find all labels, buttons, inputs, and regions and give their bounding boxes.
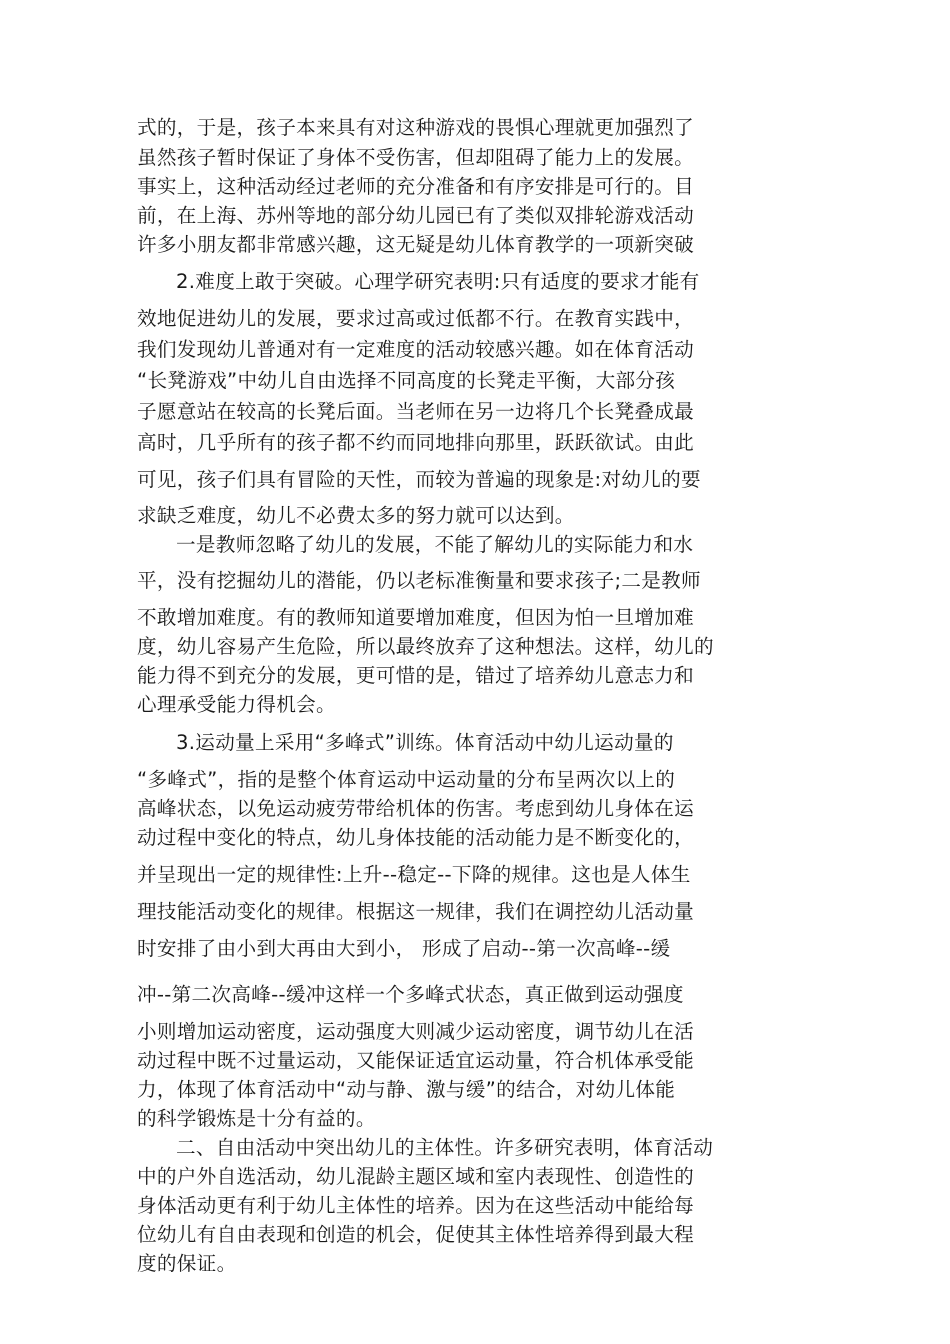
text-line: 效地促进幼儿的发展，要求过高或过低都不行。在教育实践中， <box>137 307 695 330</box>
text-line: 虽然孩子暂时保证了身体不受伤害，但却阻碍了能力上的发展。 <box>137 146 695 169</box>
text-line: 动过程中变化的特点，幼儿身体技能的活动能力是不断变化的， <box>137 826 695 849</box>
text-line: 动过程中既不过量运动，又能保证适宜运动量，符合机体承受能 <box>137 1049 695 1072</box>
text-line: 度，幼儿容易产生危险，所以最终放弃了这种想法。这样，幼儿的 <box>137 635 714 658</box>
text-line: 子愿意站在较高的长凳后面。当老师在另一边将几个长凳叠成最 <box>137 400 695 423</box>
text-line: 身体活动更有利于幼儿主体性的培养。因为在这些活动中能给每 <box>137 1194 695 1217</box>
paragraph-heading: 2.难度上敢于突破。心理学研究表明:只有适度的要求才能有 <box>176 270 700 293</box>
text-line: 并呈现出一定的规律性:上升--稳定--下降的规律。这也是人体生 <box>137 863 691 886</box>
text-line: 度的保证。 <box>137 1252 237 1275</box>
text-line: 位幼儿有自由表现和创造的机会，促使其主体性培养得到最大程 <box>137 1223 695 1246</box>
text-line: “多峰式”，指的是整个体育运动中运动量的分布呈两次以上的 <box>137 768 676 791</box>
text-line: 冲--第二次高峰--缓冲这样一个多峰式状态，真正做到运动强度 <box>137 983 684 1006</box>
text-line: “长凳游戏”中幼儿自由选择不同高度的长凳走平衡，大部分孩 <box>137 369 676 392</box>
text-line: 许多小朋友都非常感兴趣，这无疑是幼儿体育教学的一项新突破 <box>137 233 695 256</box>
paragraph-heading: 3.运动量上采用“多峰式”训练。体育活动中幼儿运动量的 <box>176 731 674 754</box>
text-line: 我们发现幼儿普通对有一定难度的活动较感兴趣。如在体育活动 <box>137 338 695 361</box>
text-line: 心理承受能力得机会。 <box>137 693 336 716</box>
text-line: 小则增加运动密度，运动强度大则减少运动密度，调节幼儿在活 <box>137 1020 695 1043</box>
text-line: 能力得不到充分的发展，更可惜的是，错过了培养幼儿意志力和 <box>137 664 695 687</box>
text-line: 理技能活动变化的规律。根据这一规律，我们在调控幼儿活动量 <box>137 900 695 923</box>
text-line: 求缺乏难度，幼儿不必费太多的努力就可以达到。 <box>137 504 575 527</box>
text-line: 可见，孩子们具有冒险的天性，而较为普遍的现象是:对幼儿的要 <box>137 468 701 491</box>
text-line: 平，没有挖掘幼儿的潜能，仍以老标准衡量和要求孩子;二是教师 <box>137 569 701 592</box>
text-line: 中的户外自选活动，幼儿混龄主题区域和室内表现性、创造性的 <box>137 1165 695 1188</box>
text-line: 式的，于是，孩子本来具有对这种游戏的畏惧心理就更加强烈了 <box>137 116 695 139</box>
text-line: 的科学锻炼是十分有益的。 <box>137 1107 376 1130</box>
text-line: 力，体现了体育活动中“动与静、激与缓”的结合，对幼儿体能 <box>137 1078 676 1101</box>
text-line: 前，在上海、苏州等地的部分幼儿园已有了类似双排轮游戏活动 <box>137 204 695 227</box>
text-line: 不敢增加难度。有的教师知道要增加难度，但因为怕一旦增加难 <box>137 606 695 629</box>
text-line: 时安排了由小到大再由大到小， 形成了启动--第一次高峰--缓 <box>137 937 671 960</box>
text-line: 高时，几乎所有的孩子都不约而同地排向那里，跃跃欲试。由此 <box>137 431 695 454</box>
text-line: 事实上，这种活动经过老师的充分准备和有序安排是可行的。目 <box>137 175 695 198</box>
section-heading: 二、自由活动中突出幼儿的主体性。许多研究表明，体育活动 <box>176 1136 714 1159</box>
text-line: 一是教师忽略了幼儿的发展，不能了解幼儿的实际能力和水 <box>176 533 694 556</box>
text-line: 高峰状态，以免运动疲劳带给机体的伤害。考虑到幼儿身体在运 <box>137 797 695 820</box>
